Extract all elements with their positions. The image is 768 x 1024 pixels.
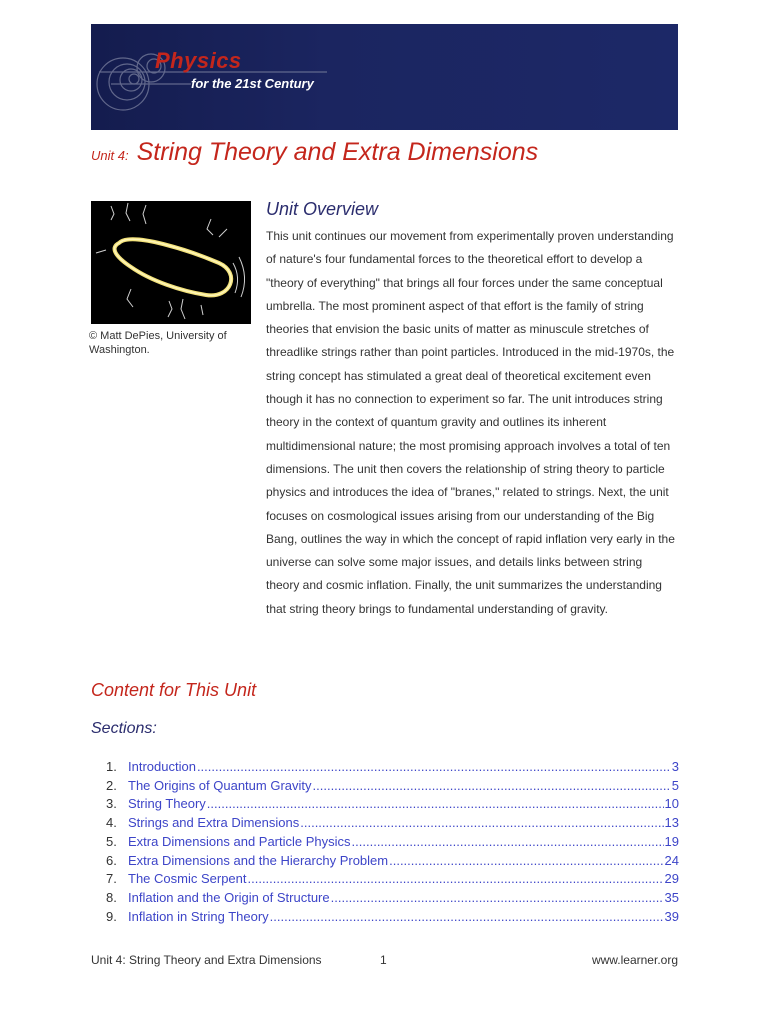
banner-title: Physics bbox=[155, 48, 242, 73]
dot-leader bbox=[331, 890, 664, 905]
dot-leader bbox=[300, 815, 663, 830]
overview-text: This unit continues our movement from experimentally proven understanding of nature's four fundamental forces to the theoretical effort to develop a "theory of everything" that brings all four forces under the same conceptual umbrella. The most prominent aspect of that effort is the family of string theories that envision the basic units of matter as minuscule stretches of threadlike strings rather than point particles. Introduced in the mid-1970s, the string concept has stimulated a great deal of theoretical excitement even though it has no connection to experiment so far. The unit introduces string theory in the context of quantum gravity and outlines its inherent multidimensional nature; the most promising approach involves a total of ten dimensions. The unit then covers the relationship of string theory to particle physics and introduces the idea of "branes," related to strings. Next, the unit focuses on cosmological issues arising from our understanding of the Big Bang, outlines the way in which the concept of rapid inflation very early in the universe can solve some major issues, and details links between string theory and cosmic inflation. Finally, the unit summarizes the understanding that string theory brings to fundamental understanding of gravity. bbox=[266, 229, 675, 616]
toc-item[interactable] bbox=[106, 776, 679, 795]
dot-leader bbox=[389, 853, 663, 868]
toc-link[interactable]: The Cosmic Serpent bbox=[128, 871, 247, 887]
toc-number: 5. bbox=[106, 833, 117, 849]
unit-title: String Theory and Extra Dimensions bbox=[136, 138, 539, 166]
toc-page: 39 bbox=[664, 908, 679, 924]
dot-leader bbox=[313, 778, 671, 793]
toc-link[interactable]: The Origins of Quantum Gravity bbox=[128, 777, 312, 793]
string-illustration bbox=[91, 201, 251, 324]
toc-number: 2. bbox=[106, 777, 117, 793]
toc-link[interactable]: Strings and Extra Dimensions bbox=[128, 815, 300, 831]
toc-page: 24 bbox=[664, 852, 679, 868]
toc-number: 4. bbox=[106, 815, 117, 831]
toc-link[interactable]: Extra Dimensions and the Hierarchy Problem bbox=[128, 852, 389, 868]
toc-page: 35 bbox=[664, 890, 679, 906]
toc-link[interactable]: Introduction bbox=[128, 758, 196, 774]
toc-item[interactable] bbox=[106, 795, 679, 814]
toc-number: 7. bbox=[106, 871, 117, 887]
footer-website-link[interactable]: www.learner.org bbox=[591, 953, 678, 967]
footer-page-number: 1 bbox=[380, 953, 387, 967]
toc-page: 29 bbox=[664, 871, 679, 887]
dot-leader bbox=[352, 834, 664, 849]
toc-number: 3. bbox=[106, 796, 117, 812]
dot-leader bbox=[270, 909, 664, 924]
dot-leader bbox=[207, 796, 664, 811]
toc-item[interactable] bbox=[106, 851, 679, 870]
toc-item[interactable] bbox=[106, 907, 679, 926]
toc-number: 9. bbox=[106, 908, 117, 924]
toc-link[interactable]: Inflation and the Origin of Structure bbox=[128, 890, 330, 906]
content-heading: Content for This Unit bbox=[91, 680, 257, 700]
toc-link[interactable]: Extra Dimensions and Particle Physics bbox=[128, 833, 351, 849]
toc-page: 13 bbox=[664, 815, 679, 831]
toc-number: 1. bbox=[106, 758, 117, 774]
overview-title: Unit Overview bbox=[266, 199, 379, 219]
unit-label: Unit 4: bbox=[91, 148, 129, 163]
toc-item[interactable] bbox=[106, 813, 679, 832]
footer-unit-title: Unit 4: String Theory and Extra Dimensions bbox=[91, 953, 322, 967]
toc-page: 19 bbox=[664, 833, 679, 849]
toc-item[interactable] bbox=[106, 870, 679, 889]
table-of-contents bbox=[106, 757, 679, 926]
toc-page: 5 bbox=[671, 777, 679, 793]
toc-item[interactable] bbox=[106, 832, 679, 851]
unit-heading bbox=[91, 138, 538, 167]
toc-link[interactable]: Inflation in String Theory bbox=[128, 908, 269, 924]
toc-link[interactable]: String Theory bbox=[128, 796, 206, 812]
toc-number: 8. bbox=[106, 890, 117, 906]
dot-leader bbox=[197, 759, 671, 774]
sections-heading: Sections: bbox=[91, 720, 157, 737]
toc-item[interactable] bbox=[106, 757, 679, 776]
header-banner bbox=[91, 24, 678, 130]
dot-leader bbox=[248, 871, 664, 886]
toc-page: 10 bbox=[664, 796, 679, 812]
image-credit: © Matt DePies, University of Washington. bbox=[89, 330, 227, 356]
toc-number: 6. bbox=[106, 852, 117, 868]
toc-item[interactable] bbox=[106, 888, 679, 907]
toc-page: 3 bbox=[671, 758, 679, 774]
banner-subtitle: for the 21st Century bbox=[191, 76, 314, 91]
